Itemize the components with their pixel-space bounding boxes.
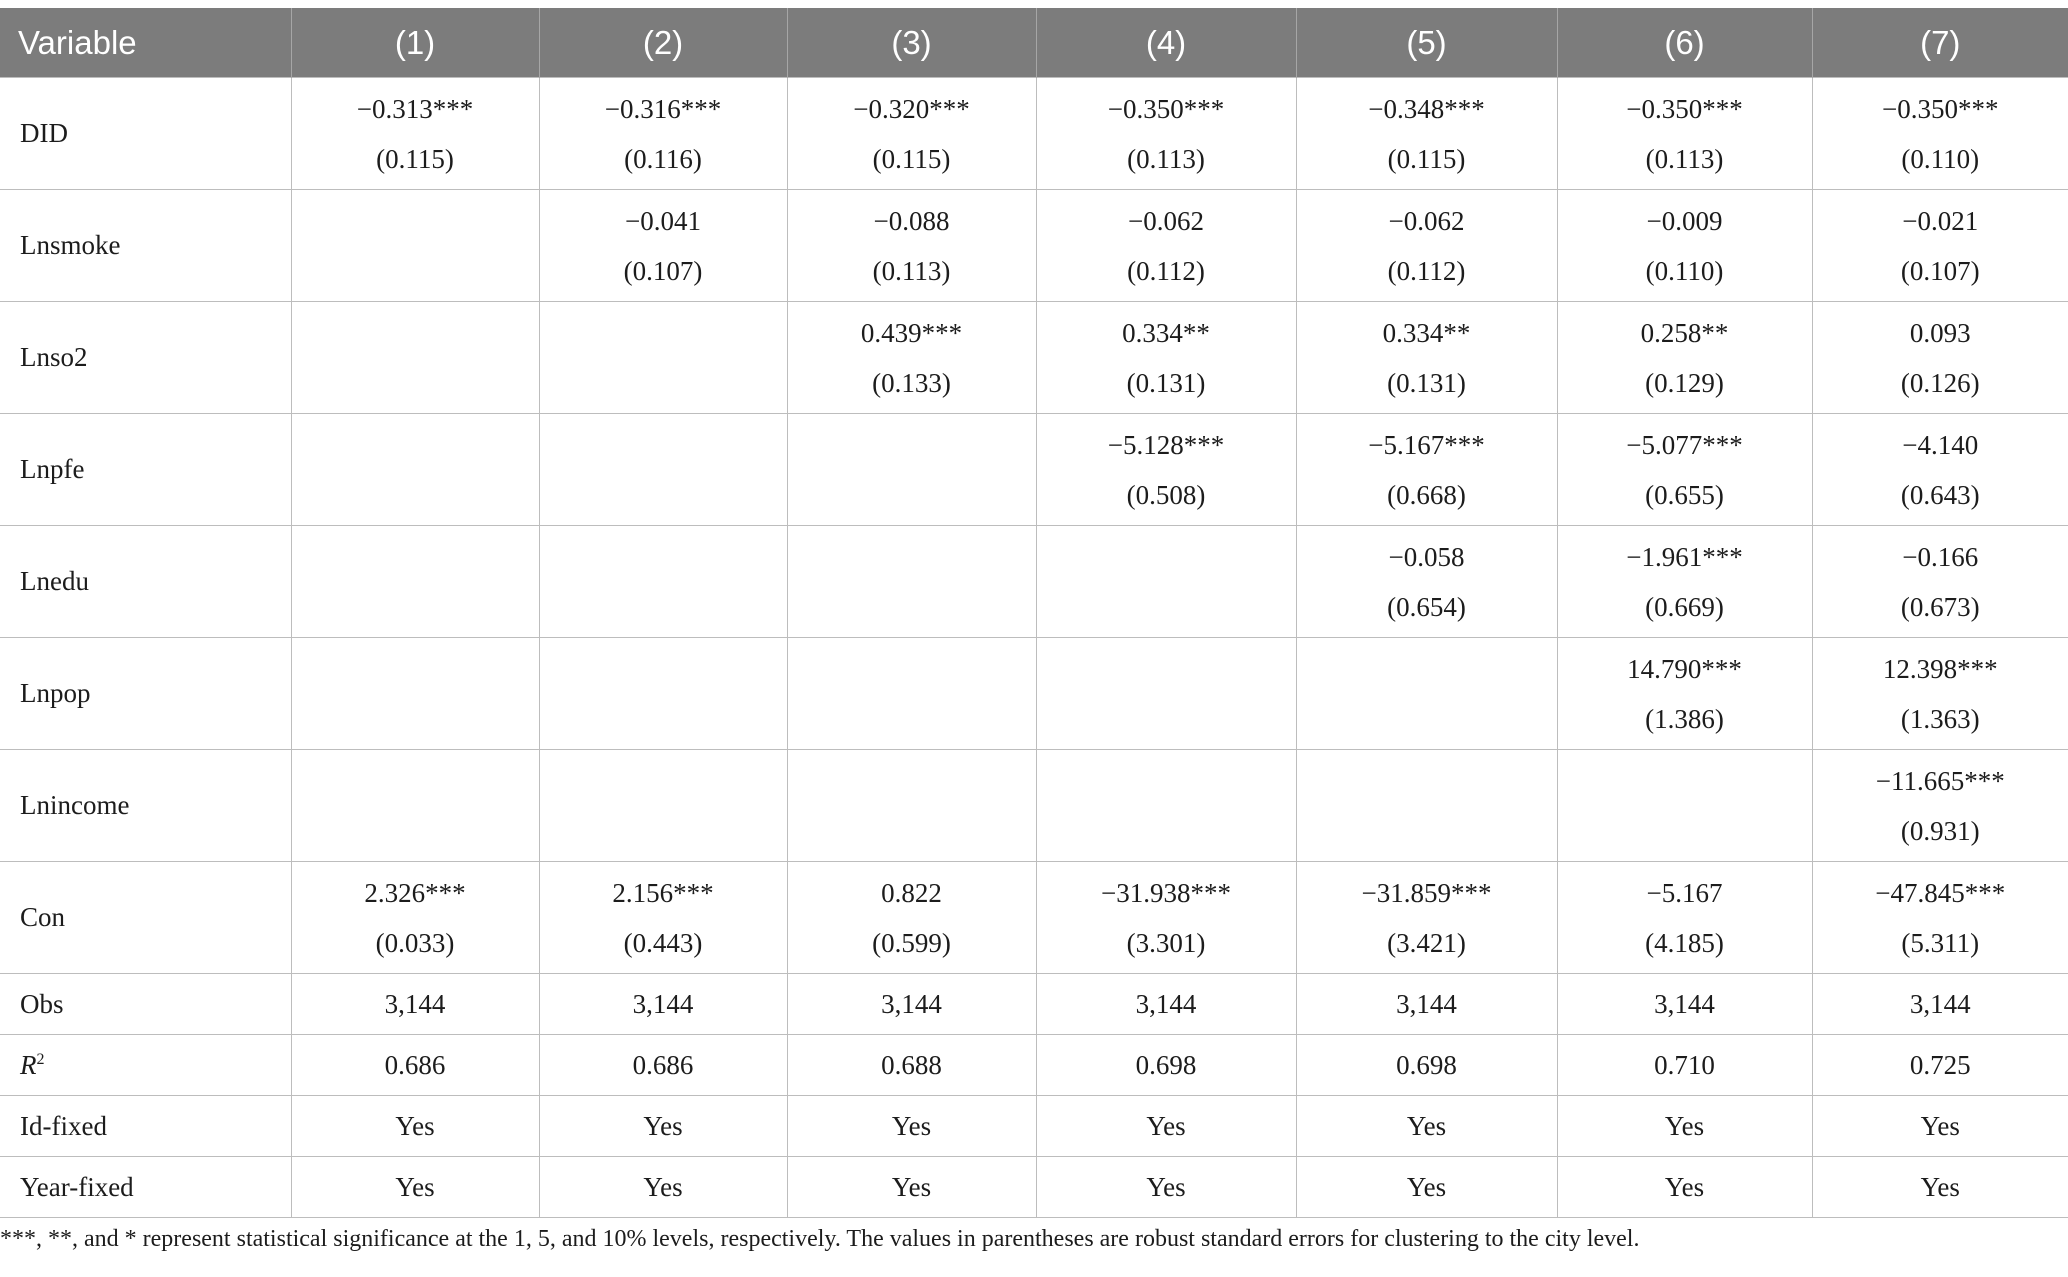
value-cell: Yes	[1036, 1096, 1296, 1157]
coef-cell	[1557, 414, 1812, 526]
coef-cell	[1296, 190, 1557, 302]
value-cell: 0.725	[1812, 1035, 2068, 1096]
coefficient-value: −5.167	[1646, 877, 1723, 908]
coefficient-value: −31.938***	[1101, 877, 1231, 908]
coefficient-value: 0.822	[881, 877, 942, 908]
value-cell: 3,144	[1812, 974, 2068, 1035]
coef-cell	[539, 78, 787, 190]
row-variable	[0, 1035, 291, 1096]
table-footnote: ***, **, and * represent statistical significance at the 1, 5, and 10% levels, respectively. The values in parentheses are robust standard errors for clustering to the city level.	[0, 1226, 1640, 1252]
coef-cell	[539, 190, 787, 302]
value-cell: Yes	[291, 1096, 539, 1157]
value-cell: 0.686	[539, 1035, 787, 1096]
coefficient-value: −5.167***	[1368, 429, 1485, 460]
coef-cell	[539, 638, 787, 750]
value-cell: 3,144	[1296, 974, 1557, 1035]
coefficient-value: −0.350***	[1882, 93, 1999, 124]
standard-error-value: (0.126)	[1900, 367, 1980, 398]
coefficient-value: −4.140	[1902, 429, 1979, 460]
standard-error-value: (0.033)	[375, 927, 455, 958]
coefficient-value: −47.845***	[1875, 877, 2006, 908]
coefficient-value: 0.093	[1909, 317, 1971, 348]
table-row	[0, 78, 2068, 190]
coef-cell	[1557, 526, 1812, 638]
summary-rows	[0, 974, 2068, 1218]
coef-cell	[1557, 750, 1812, 862]
coef-cell	[291, 78, 539, 190]
value-cell: 3,144	[539, 974, 787, 1035]
standard-error-value: (3.421)	[1387, 927, 1466, 958]
coef-cell	[1557, 190, 1812, 302]
table-row	[0, 1035, 2068, 1096]
value-cell: 0.698	[1036, 1035, 1296, 1096]
coefficient-value: −11.665***	[1875, 765, 2005, 796]
standard-error-value: (1.363)	[1900, 703, 1980, 734]
standard-error-value: (0.443)	[623, 927, 703, 958]
value-cell: 3,144	[1036, 974, 1296, 1035]
table-row	[0, 526, 2068, 638]
coefficient-value: −0.088	[873, 205, 950, 236]
standard-error-value: (0.110)	[1645, 255, 1724, 286]
coefficient-value: −0.166	[1902, 541, 1979, 572]
standard-error-value: (0.115)	[376, 143, 454, 174]
coef-cell	[1812, 862, 2068, 974]
standard-error-value: (0.654)	[1387, 591, 1466, 622]
value-cell: 3,144	[787, 974, 1036, 1035]
row-variable: Id-fixed	[0, 1096, 291, 1157]
standard-error-value: (0.668)	[1387, 479, 1466, 510]
header-model-1: (1)	[291, 8, 539, 78]
table-row	[0, 862, 2068, 974]
standard-error-value: (0.669)	[1645, 591, 1724, 622]
coefficient-value: 0.334**	[1382, 317, 1471, 348]
value-cell: Yes	[1296, 1096, 1557, 1157]
value-cell: Yes	[291, 1157, 539, 1218]
coef-cell	[1812, 190, 2068, 302]
coef-cell	[787, 78, 1036, 190]
coefficient-value: −0.316***	[604, 93, 722, 124]
coef-cell	[1296, 414, 1557, 526]
coef-cell	[787, 638, 1036, 750]
coef-cell	[1557, 862, 1812, 974]
standard-error-value: (0.655)	[1645, 479, 1724, 510]
standard-error-value: (0.113)	[872, 255, 951, 286]
coefficient-rows	[0, 78, 2068, 974]
coefficient-value: −0.021	[1902, 205, 1979, 236]
standard-error-value: (0.508)	[1126, 479, 1206, 510]
coef-cell	[539, 526, 787, 638]
coef-cell	[1296, 78, 1557, 190]
coef-cell	[539, 862, 787, 974]
row-variable: Lnso2	[0, 302, 291, 414]
row-variable: Lnincome	[0, 750, 291, 862]
value-cell: Yes	[1296, 1157, 1557, 1218]
coef-cell	[787, 750, 1036, 862]
row-variable-superscript: 2	[36, 1050, 45, 1068]
coef-cell	[1812, 526, 2068, 638]
coefficient-value: 0.334**	[1122, 317, 1210, 348]
value-cell: Yes	[1557, 1096, 1812, 1157]
coef-cell	[787, 526, 1036, 638]
header-variable: Variable	[0, 8, 291, 78]
coef-cell	[291, 750, 539, 862]
standard-error-value: (0.599)	[872, 927, 951, 958]
coefficient-value: −0.348***	[1368, 93, 1485, 124]
coefficient-value: −0.058	[1388, 541, 1465, 572]
row-variable: Year-fixed	[0, 1157, 291, 1218]
coefficient-value: −0.009	[1646, 205, 1723, 236]
coef-cell	[1296, 526, 1557, 638]
value-cell: Yes	[539, 1096, 787, 1157]
coefficient-value: −31.859***	[1361, 877, 1492, 908]
header-model-4: (4)	[1036, 8, 1296, 78]
coef-cell	[1557, 302, 1812, 414]
coef-cell	[291, 190, 539, 302]
coef-cell	[787, 862, 1036, 974]
coef-cell	[1812, 78, 2068, 190]
standard-error-value: (0.113)	[1127, 143, 1205, 174]
standard-error-value: (0.107)	[1900, 255, 1980, 286]
table-row	[0, 750, 2068, 862]
row-variable: Obs	[0, 974, 291, 1035]
regression-table	[0, 8, 2068, 1218]
coef-cell	[1812, 638, 2068, 750]
coef-cell	[1296, 750, 1557, 862]
coef-cell	[291, 862, 539, 974]
coef-cell	[1036, 526, 1296, 638]
row-variable: Con	[0, 862, 291, 974]
coef-cell	[1036, 190, 1296, 302]
coefficient-value: −1.961***	[1626, 541, 1743, 572]
coef-cell	[1557, 78, 1812, 190]
coefficient-value: −5.128***	[1107, 429, 1225, 460]
header-row	[0, 8, 2068, 78]
header-model-5: (5)	[1296, 8, 1557, 78]
coef-cell	[1036, 862, 1296, 974]
value-cell: Yes	[1812, 1157, 2068, 1218]
standard-error-value: (0.129)	[1645, 367, 1724, 398]
value-cell: 3,144	[291, 974, 539, 1035]
standard-error-value: (0.131)	[1387, 367, 1466, 398]
coefficient-value: 2.156***	[612, 877, 714, 908]
coef-cell	[291, 302, 539, 414]
row-variable: Lnedu	[0, 526, 291, 638]
coef-cell	[291, 638, 539, 750]
row-variable: Lnpop	[0, 638, 291, 750]
coef-cell	[1812, 414, 2068, 526]
coef-cell	[1812, 750, 2068, 862]
coef-cell	[539, 302, 787, 414]
table-row	[0, 1096, 2068, 1157]
coef-cell	[1036, 414, 1296, 526]
coef-cell	[1296, 638, 1557, 750]
coefficient-value: 2.326***	[364, 877, 466, 908]
value-cell: Yes	[1036, 1157, 1296, 1218]
value-cell: 0.698	[1296, 1035, 1557, 1096]
standard-error-value: (0.673)	[1900, 591, 1980, 622]
coefficient-value: −0.350***	[1107, 93, 1225, 124]
coefficient-value: −0.313***	[356, 93, 474, 124]
standard-error-value: (0.116)	[624, 143, 702, 174]
coef-cell	[1557, 638, 1812, 750]
table-row	[0, 414, 2068, 526]
coefficient-value: 0.439***	[860, 317, 963, 348]
coef-cell	[787, 414, 1036, 526]
value-cell: 0.688	[787, 1035, 1036, 1096]
coefficient-value: 0.258**	[1640, 317, 1729, 348]
regression-table-container	[0, 8, 2068, 1218]
coefficient-value: −0.320***	[853, 93, 970, 124]
coef-cell	[1812, 302, 2068, 414]
coef-cell	[1296, 862, 1557, 974]
standard-error-value: (0.131)	[1126, 367, 1206, 398]
standard-error-value: (0.931)	[1900, 815, 1980, 846]
standard-error-value: (1.386)	[1645, 703, 1724, 734]
table-row	[0, 1157, 2068, 1218]
standard-error-value: (3.301)	[1126, 927, 1206, 958]
table-row	[0, 974, 2068, 1035]
coefficient-value: −0.062	[1388, 205, 1465, 236]
coef-cell	[1296, 302, 1557, 414]
coef-cell	[539, 750, 787, 862]
standard-error-value: (4.185)	[1645, 927, 1724, 958]
standard-error-value: (0.113)	[1645, 143, 1724, 174]
standard-error-value: (0.115)	[1387, 143, 1466, 174]
coef-cell	[291, 414, 539, 526]
coefficient-value: −0.350***	[1626, 93, 1743, 124]
coefficient-value: 14.790***	[1627, 653, 1742, 684]
coefficient-value: −0.041	[625, 205, 701, 236]
standard-error-value: (0.110)	[1901, 143, 1980, 174]
value-cell: Yes	[787, 1096, 1036, 1157]
standard-error-value: (0.643)	[1900, 479, 1980, 510]
value-cell: 0.710	[1557, 1035, 1812, 1096]
standard-error-value: (0.133)	[872, 367, 951, 398]
value-cell: Yes	[539, 1157, 787, 1218]
row-variable: DID	[0, 78, 291, 190]
coefficient-value: 12.398***	[1882, 653, 1998, 684]
coef-cell	[787, 190, 1036, 302]
table-row	[0, 638, 2068, 750]
standard-error-value: (0.115)	[872, 143, 951, 174]
coef-cell	[291, 526, 539, 638]
row-variable: Lnpfe	[0, 414, 291, 526]
header-model-2: (2)	[539, 8, 787, 78]
standard-error-value: (0.112)	[1387, 255, 1466, 286]
coef-cell	[1036, 78, 1296, 190]
standard-error-value: (0.107)	[623, 255, 703, 286]
standard-error-value: (0.112)	[1127, 255, 1205, 286]
table-row	[0, 302, 2068, 414]
coef-cell	[1036, 750, 1296, 862]
coef-cell	[1036, 638, 1296, 750]
value-cell: Yes	[1557, 1157, 1812, 1218]
value-cell: 0.686	[291, 1035, 539, 1096]
table-row	[0, 190, 2068, 302]
coef-cell	[787, 302, 1036, 414]
header-model-3: (3)	[787, 8, 1036, 78]
row-variable-label: R	[20, 1049, 37, 1080]
value-cell: Yes	[1812, 1096, 2068, 1157]
value-cell: 3,144	[1557, 974, 1812, 1035]
coef-cell	[1036, 302, 1296, 414]
coef-cell	[539, 414, 787, 526]
coefficient-value: −0.062	[1128, 205, 1204, 236]
row-variable: Lnsmoke	[0, 190, 291, 302]
header-model-7: (7)	[1812, 8, 2068, 78]
header-model-6: (6)	[1557, 8, 1812, 78]
coefficient-value: −5.077***	[1626, 429, 1743, 460]
value-cell: Yes	[787, 1157, 1036, 1218]
standard-error-value: (5.311)	[1901, 927, 1980, 958]
